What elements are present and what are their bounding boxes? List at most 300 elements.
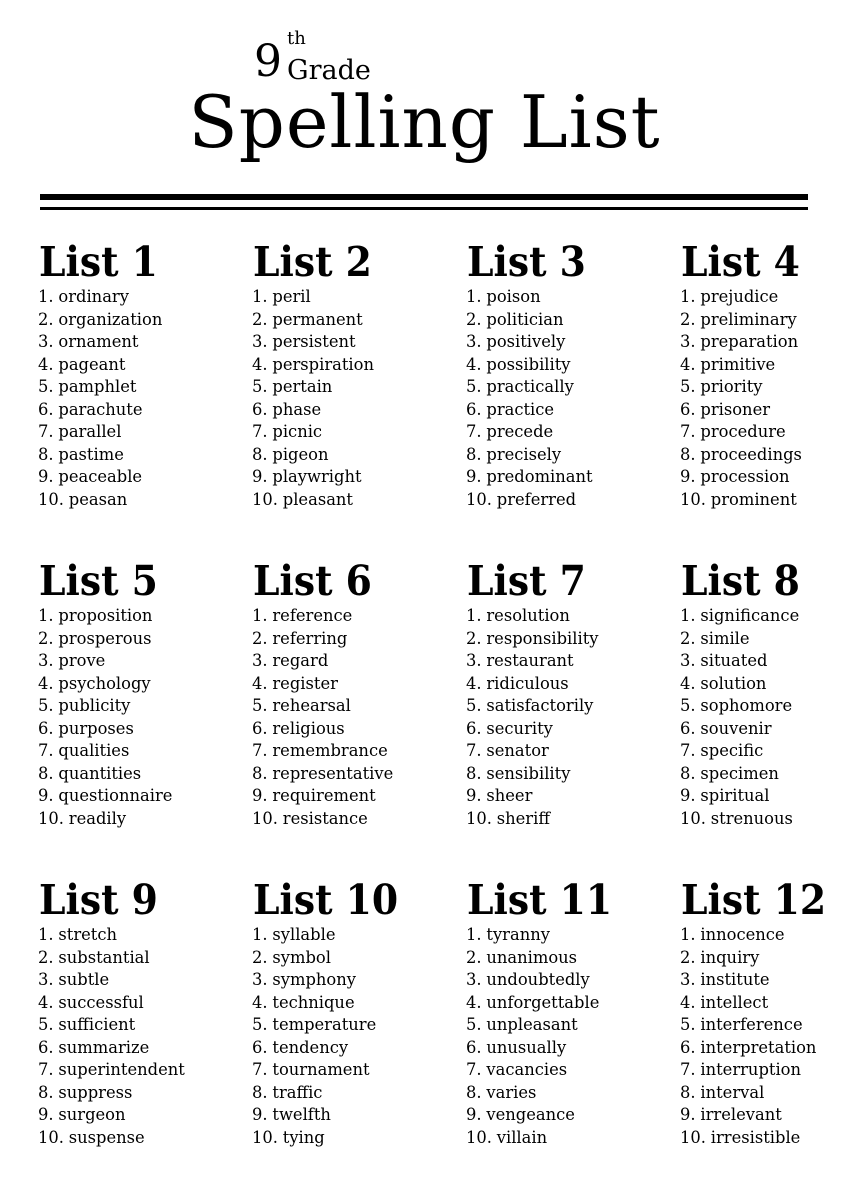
list-item — [38, 309, 243, 332]
word-text: preferred — [496, 489, 577, 510]
list-item — [252, 650, 457, 673]
list-item — [680, 1059, 849, 1082]
word-number: 2. — [252, 309, 268, 330]
word-number: 7. — [680, 422, 696, 442]
word-text: solution — [700, 673, 767, 694]
word-number: 4. — [38, 992, 54, 1013]
word-number: 2. — [680, 309, 696, 330]
word-text: subtle — [58, 970, 110, 990]
word-text: organization — [58, 309, 163, 330]
word-text: politician — [486, 309, 564, 330]
list-item — [466, 695, 671, 718]
word-text: spiritual — [700, 786, 770, 806]
list-item — [252, 605, 457, 628]
word-number: 7. — [252, 1060, 268, 1080]
word-number: 5. — [252, 696, 268, 716]
word-text: representative — [272, 763, 394, 784]
spelling-list-block — [680, 557, 849, 876]
grade-suffix: th — [287, 28, 306, 49]
list-item — [252, 1127, 457, 1150]
list-item — [38, 466, 243, 489]
word-number: 9. — [252, 467, 268, 487]
word-number: 3. — [252, 651, 268, 671]
list-item — [252, 421, 457, 444]
list-item — [466, 1082, 671, 1105]
word-number: 4. — [466, 992, 482, 1013]
list-item — [680, 376, 849, 399]
word-text: traffic — [272, 1082, 323, 1103]
word-text: undoubtedly — [486, 970, 590, 990]
list-item — [680, 628, 849, 651]
word-number: 10. — [252, 1127, 278, 1148]
list-item — [252, 695, 457, 718]
word-text: twelfth — [272, 1105, 331, 1125]
word-text: remembrance — [272, 741, 388, 761]
list-title: List 9 — [39, 876, 158, 924]
word-number: 1. — [466, 287, 482, 307]
word-text: prisoner — [700, 399, 771, 420]
word-number: 9. — [38, 786, 54, 806]
word-list — [680, 286, 849, 511]
word-number: 5. — [466, 1015, 482, 1035]
spelling-list-block — [680, 876, 849, 1195]
word-number: 5. — [38, 696, 54, 716]
list-item — [466, 969, 671, 992]
word-number: 3. — [252, 332, 268, 352]
spelling-list-block — [38, 557, 252, 876]
list-item — [680, 992, 849, 1015]
word-text: resistance — [282, 808, 368, 829]
list-item — [252, 718, 457, 741]
word-text: questionnaire — [58, 786, 173, 806]
word-text: ornament — [58, 332, 139, 352]
list-item — [38, 992, 243, 1015]
list-item — [38, 924, 243, 947]
word-text: pamphlet — [58, 377, 137, 397]
word-text: predominant — [486, 467, 593, 487]
word-number: 10. — [38, 1127, 64, 1148]
word-number: 6. — [252, 1037, 268, 1058]
list-item — [252, 1082, 457, 1105]
list-item — [466, 924, 671, 947]
word-number: 6. — [680, 1037, 696, 1058]
word-number: 2. — [252, 947, 268, 968]
list-item — [466, 992, 671, 1015]
list-item — [252, 969, 457, 992]
list-item — [680, 421, 849, 444]
list-item — [680, 466, 849, 489]
word-text: surgeon — [58, 1105, 126, 1125]
word-text: psychology — [58, 673, 151, 694]
word-number: 5. — [466, 377, 482, 397]
list-item — [38, 673, 243, 696]
word-text: innocence — [700, 925, 785, 945]
list-item — [38, 1104, 243, 1127]
word-number: 3. — [466, 651, 482, 671]
list-item — [680, 969, 849, 992]
word-number: 2. — [252, 628, 268, 649]
list-item — [466, 785, 671, 808]
word-text: publicity — [58, 696, 131, 716]
spelling-list-block — [252, 238, 466, 557]
word-number: 4. — [252, 992, 268, 1013]
word-number: 6. — [680, 399, 696, 420]
word-text: sheriff — [496, 808, 550, 829]
word-number: 6. — [38, 718, 54, 739]
word-number: 4. — [680, 673, 696, 694]
word-number: 10. — [38, 489, 64, 510]
list-item — [38, 695, 243, 718]
divider-thick — [40, 194, 808, 200]
word-number: 6. — [38, 1037, 54, 1058]
list-title: List 10 — [253, 876, 399, 924]
word-list — [252, 605, 466, 830]
word-text: significance — [700, 606, 800, 626]
list-title: List 4 — [681, 238, 800, 286]
word-text: suspense — [68, 1127, 145, 1148]
word-text: prominent — [710, 489, 797, 510]
word-text: prove — [58, 651, 106, 671]
list-item — [466, 740, 671, 763]
word-number: 2. — [38, 947, 54, 968]
word-number: 5. — [680, 1015, 696, 1035]
word-text: interruption — [700, 1060, 802, 1080]
list-item — [252, 1037, 457, 1060]
list-item — [680, 1082, 849, 1105]
list-item — [38, 1037, 243, 1060]
list-item — [252, 992, 457, 1015]
list-item — [680, 1014, 849, 1037]
word-number: 9. — [680, 786, 696, 806]
word-text: procedure — [700, 422, 786, 442]
list-item — [38, 740, 243, 763]
word-number: 4. — [252, 673, 268, 694]
word-list — [466, 924, 680, 1149]
word-number: 7. — [680, 741, 696, 761]
word-text: ordinary — [58, 287, 129, 307]
word-text: souvenir — [700, 718, 772, 739]
list-title: List 6 — [253, 557, 372, 605]
word-text: symphony — [272, 970, 356, 990]
word-number: 4. — [252, 354, 268, 375]
word-text: proposition — [58, 606, 153, 626]
word-text: peaceable — [58, 467, 143, 487]
spelling-list-block — [466, 557, 680, 876]
word-number: 7. — [466, 1060, 482, 1080]
word-text: suppress — [58, 1082, 133, 1103]
word-list — [680, 924, 849, 1149]
list-item — [252, 785, 457, 808]
word-number: 8. — [38, 444, 54, 465]
word-number: 1. — [252, 925, 268, 945]
list-item — [252, 763, 457, 786]
word-text: sheer — [486, 786, 533, 806]
word-text: irrelevant — [700, 1105, 782, 1125]
word-text: permanent — [272, 309, 363, 330]
word-number: 1. — [680, 606, 696, 626]
list-item — [680, 399, 849, 422]
word-number: 9. — [466, 467, 482, 487]
list-item — [252, 444, 457, 467]
list-item — [466, 376, 671, 399]
word-text: requirement — [272, 786, 376, 806]
word-text: preparation — [700, 332, 799, 352]
list-item — [38, 489, 243, 512]
list-item — [680, 650, 849, 673]
list-item — [466, 1104, 671, 1127]
word-number: 2. — [680, 947, 696, 968]
list-item — [38, 376, 243, 399]
word-text: summarize — [58, 1037, 150, 1058]
word-text: technique — [272, 992, 355, 1013]
list-item — [466, 354, 671, 377]
word-number: 5. — [680, 696, 696, 716]
word-text: tyranny — [486, 925, 550, 945]
word-text: superintendent — [58, 1060, 185, 1080]
spelling-list-block — [680, 238, 849, 557]
word-number: 10. — [680, 808, 706, 829]
word-text: sufficient — [58, 1015, 136, 1035]
spelling-list-block — [466, 238, 680, 557]
grade-number: 9 — [254, 36, 282, 87]
word-text: phase — [272, 399, 322, 420]
word-list — [38, 286, 252, 511]
list-item — [680, 354, 849, 377]
list-item — [466, 286, 671, 309]
list-item — [38, 331, 243, 354]
word-number: 10. — [680, 1127, 706, 1148]
list-title: List 8 — [681, 557, 800, 605]
word-number: 10. — [680, 489, 706, 510]
word-text: preliminary — [700, 309, 797, 330]
list-item — [252, 1104, 457, 1127]
list-item — [466, 1014, 671, 1037]
list-item — [252, 489, 457, 512]
spelling-list-block — [466, 876, 680, 1195]
list-item — [38, 605, 243, 628]
word-number: 3. — [38, 970, 54, 990]
list-item — [38, 1082, 243, 1105]
list-item — [466, 1127, 671, 1150]
word-number: 7. — [38, 1060, 54, 1080]
list-item — [680, 673, 849, 696]
word-number: 5. — [38, 377, 54, 397]
word-number: 6. — [466, 1037, 482, 1058]
word-number: 4. — [38, 673, 54, 694]
list-title: List 1 — [39, 238, 158, 286]
word-number: 9. — [680, 467, 696, 487]
word-number: 1. — [38, 925, 54, 945]
word-number: 8. — [38, 763, 54, 784]
list-item — [680, 331, 849, 354]
list-item — [466, 421, 671, 444]
word-number: 1. — [466, 925, 482, 945]
list-item — [466, 628, 671, 651]
word-text: rehearsal — [272, 696, 351, 716]
page-header — [0, 0, 849, 190]
list-item — [466, 489, 671, 512]
word-number: 8. — [252, 763, 268, 784]
word-number: 1. — [38, 287, 54, 307]
list-item — [680, 718, 849, 741]
word-text: vacancies — [486, 1060, 568, 1080]
list-item — [680, 1104, 849, 1127]
list-item — [38, 650, 243, 673]
word-text: restaurant — [486, 651, 574, 671]
word-number: 10. — [466, 808, 492, 829]
list-item — [680, 286, 849, 309]
word-text: syllable — [272, 925, 336, 945]
word-number: 8. — [252, 1082, 268, 1103]
list-item — [252, 466, 457, 489]
page-title: Spelling List — [188, 80, 661, 164]
word-number: 2. — [38, 309, 54, 330]
list-item — [466, 399, 671, 422]
word-number: 9. — [680, 1105, 696, 1125]
list-item — [252, 1059, 457, 1082]
word-number: 2. — [38, 628, 54, 649]
list-item — [680, 489, 849, 512]
word-list — [38, 924, 252, 1149]
word-text: practice — [486, 399, 555, 420]
word-number: 8. — [680, 1082, 696, 1103]
word-number: 1. — [680, 287, 696, 307]
word-number: 3. — [680, 651, 696, 671]
word-text: interference — [700, 1015, 803, 1035]
word-number: 10. — [466, 489, 492, 510]
list-item — [252, 740, 457, 763]
word-text: interpretation — [700, 1037, 817, 1058]
word-text: satisfactorily — [486, 696, 594, 716]
word-number: 7. — [466, 422, 482, 442]
word-number: 10. — [252, 808, 278, 829]
word-text: prosperous — [58, 628, 152, 649]
word-number: 1. — [466, 606, 482, 626]
word-number: 9. — [38, 467, 54, 487]
word-number: 2. — [466, 309, 482, 330]
word-text: successful — [58, 992, 144, 1013]
list-item — [466, 947, 671, 970]
word-number: 4. — [680, 354, 696, 375]
word-number: 2. — [466, 628, 482, 649]
word-text: priority — [700, 377, 763, 397]
word-list — [252, 924, 466, 1149]
word-text: peasan — [68, 489, 128, 510]
word-text: unanimous — [486, 947, 578, 968]
word-list — [466, 286, 680, 511]
word-number: 10. — [466, 1127, 492, 1148]
word-text: villain — [496, 1127, 548, 1148]
list-item — [466, 466, 671, 489]
word-list — [466, 605, 680, 830]
list-item — [38, 354, 243, 377]
spelling-list-block — [252, 557, 466, 876]
word-number: 7. — [38, 741, 54, 761]
list-item — [680, 309, 849, 332]
word-text: peril — [272, 287, 311, 307]
word-number: 8. — [466, 444, 482, 465]
word-text: parachute — [58, 399, 143, 420]
word-number: 6. — [38, 399, 54, 420]
word-text: strenuous — [710, 808, 793, 829]
word-text: interval — [700, 1082, 765, 1103]
word-text: playwright — [272, 467, 362, 487]
list-item — [38, 1127, 243, 1150]
list-item — [38, 718, 243, 741]
word-number: 5. — [680, 377, 696, 397]
word-text: picnic — [272, 422, 323, 442]
list-item — [680, 1037, 849, 1060]
list-item — [38, 444, 243, 467]
list-item — [680, 740, 849, 763]
word-text: precede — [486, 422, 554, 442]
list-item — [38, 286, 243, 309]
word-number: 6. — [252, 718, 268, 739]
word-number: 6. — [252, 399, 268, 420]
word-number: 5. — [252, 1015, 268, 1035]
word-number: 4. — [680, 992, 696, 1013]
word-number: 8. — [680, 444, 696, 465]
word-text: simile — [700, 628, 750, 649]
list-item — [38, 969, 243, 992]
word-text: qualities — [58, 741, 130, 761]
word-text: unusually — [486, 1037, 567, 1058]
word-text: sensibility — [486, 763, 571, 784]
word-number: 6. — [680, 718, 696, 739]
word-number: 3. — [680, 332, 696, 352]
word-number: 6. — [466, 399, 482, 420]
list-title: List 3 — [467, 238, 586, 286]
word-text: pageant — [58, 354, 126, 375]
list-item — [466, 605, 671, 628]
list-item — [466, 1059, 671, 1082]
spelling-list-block — [252, 876, 466, 1195]
list-item — [680, 924, 849, 947]
word-text: pleasant — [282, 489, 353, 510]
list-item — [680, 1127, 849, 1150]
list-item — [38, 1014, 243, 1037]
list-item — [252, 808, 457, 831]
list-item — [252, 947, 457, 970]
word-number: 3. — [466, 332, 482, 352]
word-text: prejudice — [700, 287, 779, 307]
list-item — [252, 376, 457, 399]
word-text: pastime — [58, 444, 124, 465]
list-item — [252, 331, 457, 354]
word-number: 5. — [252, 377, 268, 397]
word-number: 10. — [252, 489, 278, 510]
word-text: resolution — [486, 606, 570, 626]
word-text: varies — [486, 1082, 537, 1103]
word-number: 1. — [252, 287, 268, 307]
list-item — [466, 309, 671, 332]
word-number: 4. — [38, 354, 54, 375]
word-number: 8. — [38, 1082, 54, 1103]
word-number: 7. — [680, 1060, 696, 1080]
list-title: List 12 — [681, 876, 827, 924]
word-number: 9. — [252, 786, 268, 806]
spelling-list-block — [38, 238, 252, 557]
word-text: possibility — [486, 354, 571, 375]
list-item — [680, 808, 849, 831]
word-number: 1. — [38, 606, 54, 626]
word-text: specimen — [700, 763, 779, 784]
list-item — [38, 399, 243, 422]
list-item — [680, 763, 849, 786]
word-text: persistent — [272, 332, 356, 352]
list-item — [680, 605, 849, 628]
list-item — [38, 628, 243, 651]
